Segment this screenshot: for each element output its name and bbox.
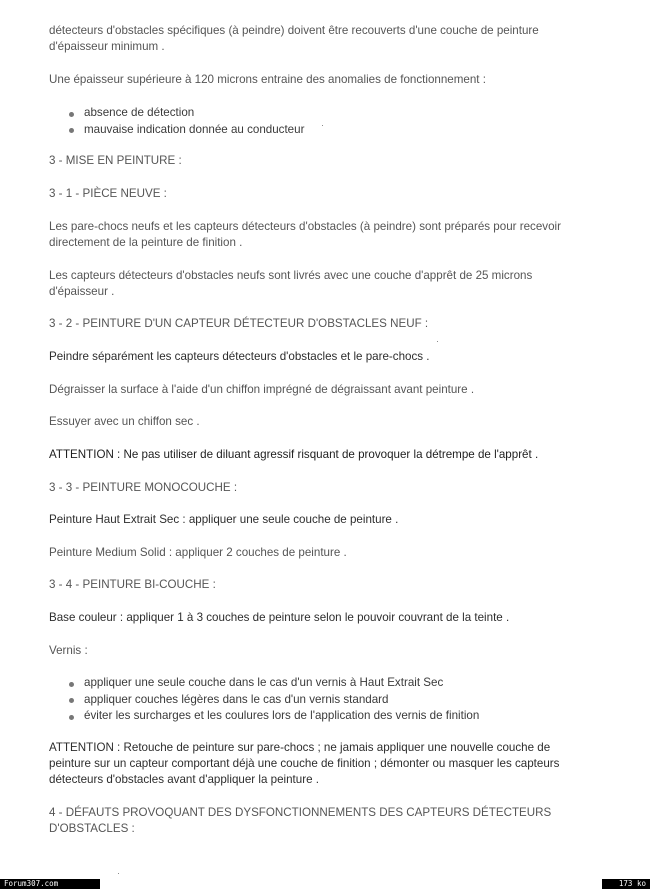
paragraph: Essuyer avec un chiffon sec . <box>49 415 200 428</box>
paragraph: Dégraisser la surface à l'aide d'un chiffon imprégné de dégraissant avant peinture . <box>49 383 475 396</box>
warning-line: détecteurs d'obstacles avant d'appliquer la peinture . <box>49 773 319 786</box>
paragraph: Peindre séparément les capteurs détecteurs d'obstacles et le pare-chocs . <box>49 350 430 363</box>
section-heading: 3 - MISE EN PEINTURE : <box>49 154 182 167</box>
scan-speck <box>322 125 323 126</box>
paragraph-line: Les capteurs détecteurs d'obstacles neufs sont livrés avec une couche d'apprêt de 25 microns <box>49 269 533 282</box>
warning-line: ATTENTION : Retouche de peinture sur pare-chocs ; ne jamais appliquer une nouvelle couche de <box>49 741 551 754</box>
list-item: appliquer une seule couche dans le cas d'un vernis à Haut Extrait Sec <box>67 675 479 692</box>
paragraph: Base couleur : appliquer 1 à 3 couches de peinture selon le pouvoir couvrant de la teinte . <box>49 611 510 624</box>
list-item: éviter les surcharges et les coulures lors de l'application des vernis de finition <box>67 708 479 725</box>
vernis-list <box>67 675 479 725</box>
paragraph: Peinture Medium Solid : appliquer 2 couches de peinture . <box>49 546 347 559</box>
section-heading: 3 - 1 - PIÈCE NEUVE : <box>49 187 167 200</box>
paragraph-line: d'épaisseur minimum . <box>49 40 165 53</box>
list-item: mauvaise indication donnée au conducteur <box>67 122 304 139</box>
section-heading: 3 - 2 - PEINTURE D'UN CAPTEUR DÉTECTEUR D'OBSTACLES NEUF : <box>49 317 429 330</box>
file-size-label: 173 ko <box>602 879 650 889</box>
section-heading: D'OBSTACLES : <box>49 822 135 835</box>
paragraph: Peinture Haut Extrait Sec : appliquer une seule couche de peinture . <box>49 513 399 526</box>
paragraph-line: directement de la peinture de finition . <box>49 236 243 249</box>
section-heading: 4 - DÉFAUTS PROVOQUANT DES DYSFONCTIONNEMENTS DES CAPTEURS DÉTECTEURS <box>49 806 552 819</box>
paragraph-line: d'épaisseur . <box>49 285 115 298</box>
site-watermark: Forum307.com <box>0 879 100 889</box>
list-item: appliquer couches légères dans le cas d'un vernis standard <box>67 692 479 709</box>
scan-speck <box>437 341 438 342</box>
scan-speck <box>118 873 119 874</box>
paragraph: Une épaisseur supérieure à 120 microns entraine des anomalies de fonctionnement : <box>49 73 486 86</box>
page-footer <box>0 879 650 889</box>
paragraph: Vernis : <box>49 644 88 657</box>
warning-paragraph: ATTENTION : Ne pas utiliser de diluant agressif risquant de provoquer la détrempe de l'apprêt . <box>49 448 539 461</box>
section-heading: 3 - 4 - PEINTURE BI-COUCHE : <box>49 578 216 591</box>
anomalies-list <box>67 105 304 138</box>
warning-line: peinture sur un capteur comportant déjà une couche de finition ; démonter ou masquer les capteurs <box>49 757 560 770</box>
paragraph-line: Les pare-chocs neufs et les capteurs détecteurs d'obstacles (à peindre) sont préparés pour recevoir <box>49 220 561 233</box>
paragraph-line: détecteurs d'obstacles spécifiques (à peindre) doivent être recouverts d'une couche de peinture <box>49 24 539 37</box>
section-heading: 3 - 3 - PEINTURE MONOCOUCHE : <box>49 481 238 494</box>
list-item: absence de détection <box>67 105 304 122</box>
